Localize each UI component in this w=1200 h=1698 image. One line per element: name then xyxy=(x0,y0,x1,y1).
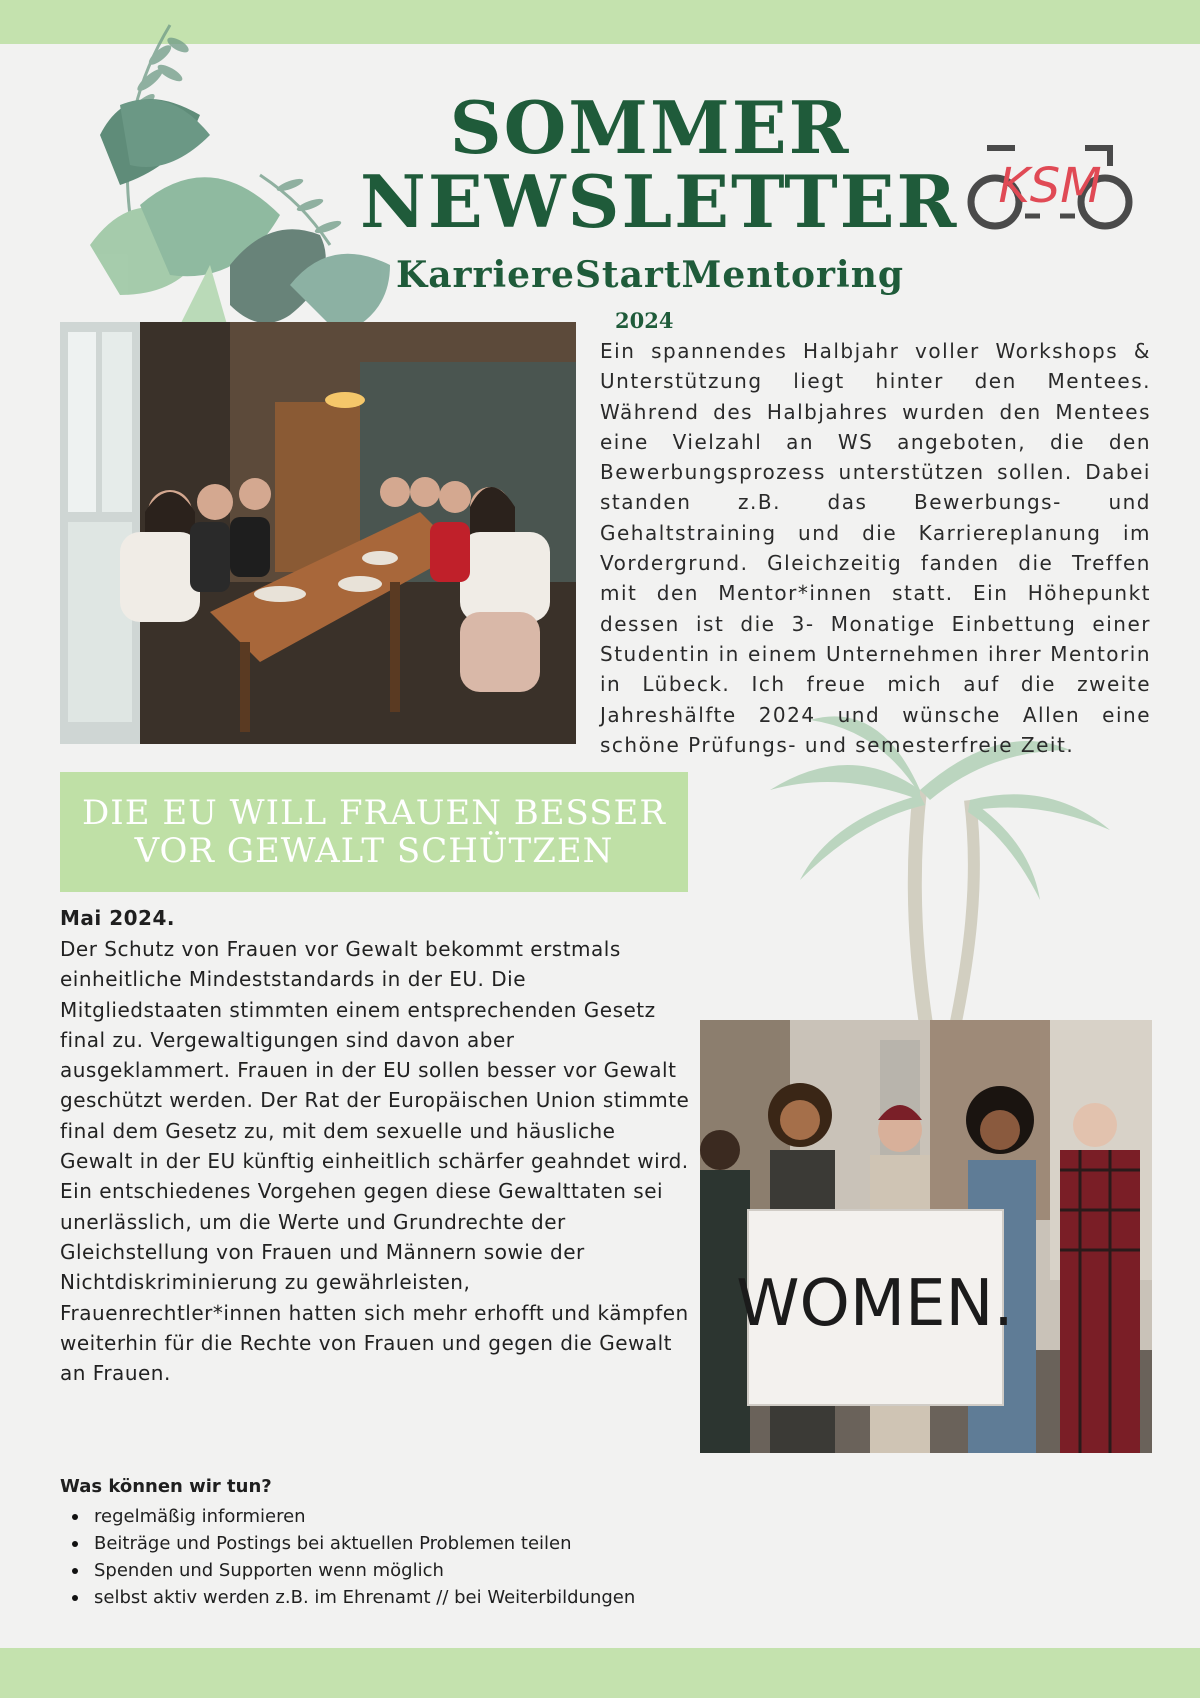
logo-text: KSM xyxy=(998,158,1102,214)
article-headline-box xyxy=(60,772,688,892)
article-body xyxy=(60,934,690,1388)
article-date: Mai 2024. xyxy=(60,906,175,930)
article-paragraph-2: Frauenrechtler*innen hatten sich mehr erhofft und kämpfen weiterhin für die Rechte von Frauen und gegen die Gewalt an Frauen. xyxy=(60,1300,689,1386)
list-item: Spenden und Supporten wenn möglich xyxy=(60,1557,635,1584)
program-name: KarriereStartMentoring xyxy=(395,254,905,296)
list-item: Beiträge und Postings bei aktuellen Problemen teilen xyxy=(60,1530,635,1557)
group-dinner-photo xyxy=(60,322,576,744)
list-item: regelmäßig informieren xyxy=(60,1503,635,1530)
intro-paragraph: Ein spannendes Halbjahr voller Workshops & Unterstützung liegt hinter den Mentees. Während des Halbjahres wurden den Mentees eine Vielzahl an WS angeboten, die den Bewerbungsprozess unterstützen sollen. Dabei standen z.B. das Bewerbungs- und Gehaltstraining und die Karriereplanung im Vordergrund. Gleichzeitig fanden die Treffen mit den Mentor*innen statt. Ein Höhepunkt dessen ist die 3- Monatige Einbettung einer Studentin in einem Unternehmen ihrer Mentorin in Lübeck. Ich freue mich auf die zweite Jahreshälfte 2024 und wünsche Allen eine schöne Prüfungs- und semesterfreie Zeit. xyxy=(600,339,1151,757)
bottom-band xyxy=(0,1648,1200,1698)
article-headline-line2: VOR GEWALT SCHÜTZEN xyxy=(134,831,614,871)
article-headline-line1: DIE EU WILL FRAUEN BESSER xyxy=(82,793,666,833)
newsletter-year: 2024 xyxy=(615,308,674,333)
newsletter-title-line2: NEWSLETTER xyxy=(360,159,959,244)
ksm-logo xyxy=(965,140,1135,240)
women-protest-photo xyxy=(700,1020,1152,1453)
list-item: selbst aktiv werden z.B. im Ehrenamt // bei Weiterbildungen xyxy=(60,1584,635,1611)
actions-title: Was können wir tun? xyxy=(60,1476,272,1497)
actions-list xyxy=(60,1503,635,1611)
article-paragraph-1: Der Schutz von Frauen vor Gewalt bekommt erstmals einheitliche Mindeststandards in der EU. Die Mitgliedstaaten stimmten einem entsprechenden Gesetz final zu. Vergewaltigungen sind davon aber ausgeklammert. Frauen in der EU sollen besser vor Gewalt geschützt werden. Der Rat der Europäischen Union stimmte final dem Gesetz zu, mit dem sexuelle und häusliche Gewalt in der EU künftig einheitlich schärfer geahndet wird. Ein entschiedenes Vorgehen gegen diese Gewalttaten sei unerlässlich, um die Werte und Grundrechte der Gleichstellung von Frauen und Männern sowie der Nichtdiskriminierung zu gewährleisten, xyxy=(60,937,690,1295)
newsletter-title-line1: SOMMER xyxy=(449,85,851,170)
sign-text: WOMEN. xyxy=(736,1267,1014,1341)
